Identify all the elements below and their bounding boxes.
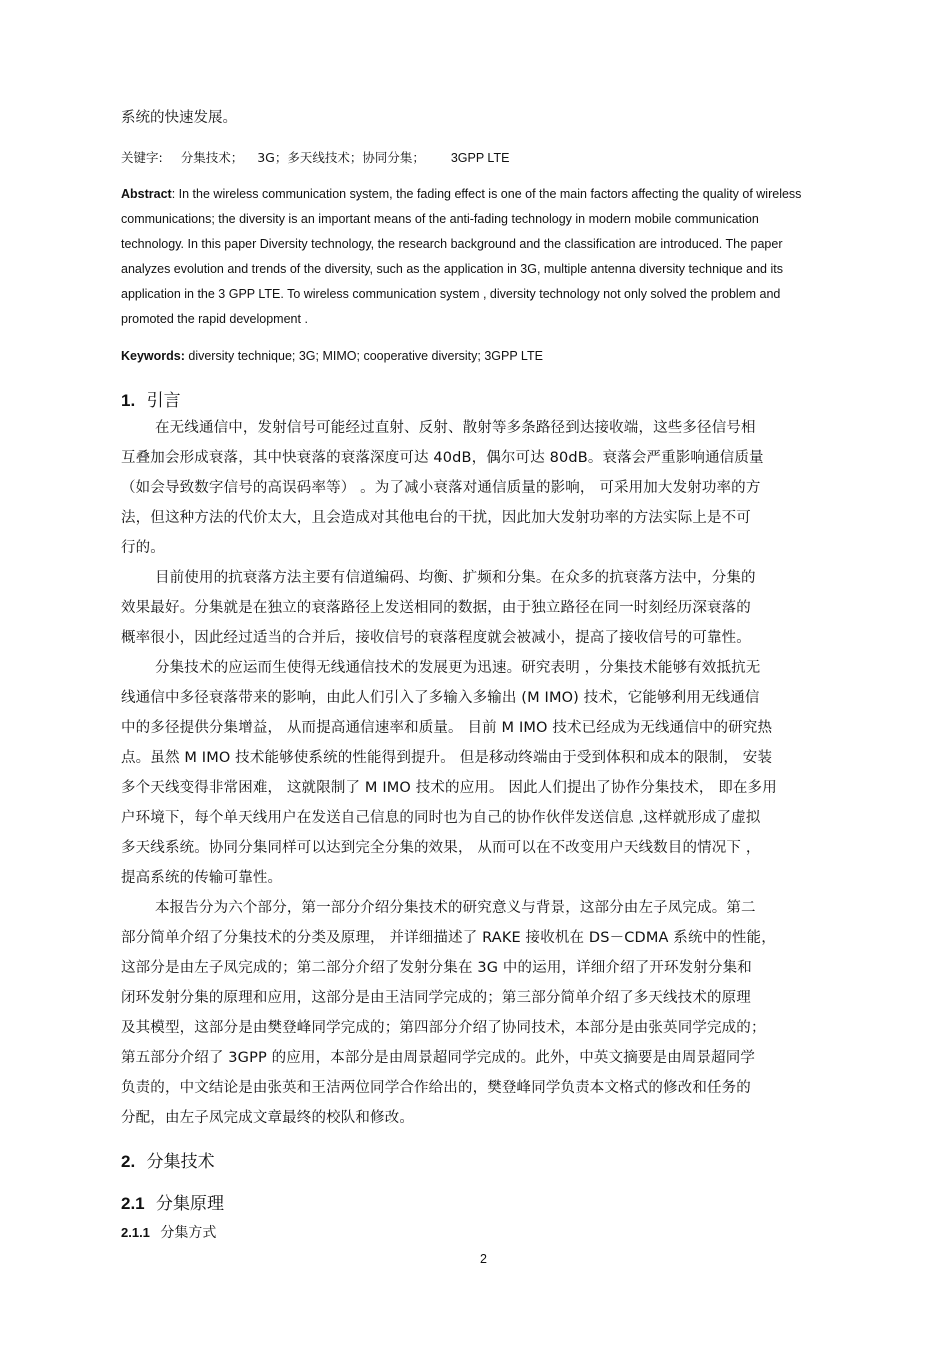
section-heading-2-1-1: 2.1.1 分集方式 <box>121 1225 217 1241</box>
abstract-line-5: application in the 3 GPP LTE. To wireless communication system , diversity technology not only solved the problem and <box>121 287 781 301</box>
abstract-line-1: Abstract: In the wireless communication system, the fading effect is one of the main factors affecting the quality of wireless <box>121 187 802 201</box>
paragraph-line: 本报告分为六个部分，第一部分介绍分集技术的研究意义与背景，这部分由左子凤完成。第二 <box>155 900 756 916</box>
paragraph-line: 部分简单介绍了分集技术的分类及原理， 并详细描述了 RAKE 接收机在 DS－CDMA 系统中的性能， <box>121 930 776 946</box>
paragraph-line: 多天线系统。协同分集同样可以达到完全分集的效果， 从而可以在不改变用户天线数目的情况下 ， <box>121 840 761 856</box>
paragraph-line: 及其模型，这部分是由樊登峰同学完成的；第四部分介绍了协同技术，本部分是由张英同学完成的； <box>121 1020 766 1036</box>
paragraph-line: （如会导致数字信号的高误码率等） 。为了减小衰落对通信质量的影响， 可采用加大发射功率的方 <box>121 480 761 496</box>
continued-text-line: 系统的快速发展。 <box>121 110 237 126</box>
paragraph-line: 目前使用的抗衰落方法主要有信道编码、均衡、扩频和分集。在众多的抗衰落方法中，分集的 <box>155 570 756 586</box>
page-number: 2 <box>480 1252 487 1266</box>
section-heading-1: 1. 引言 <box>121 391 181 411</box>
paragraph-line: 分配，由左子凤完成文章最终的校队和修改。 <box>121 1110 414 1126</box>
abstract-line-3: technology. In this paper Diversity technology, the research background and the classification are introduced. The paper <box>121 237 783 251</box>
abstract-label: Abstract <box>121 187 172 201</box>
paragraph-line: 线通信中多径衰落带来的影响，由此人们引入了多输入多输出 (M IMO) 技术，它能够利用无线通信 <box>121 690 760 706</box>
paragraph-line: 提高系统的传输可靠性。 <box>121 870 283 886</box>
section-heading-2-1: 2.1 分集原理 <box>121 1194 225 1214</box>
paragraph-line: 点。虽然 M IMO 技术能够使系统的性能得到提升。 但是移动终端由于受到体积和成本的限制， 安装 <box>121 750 773 766</box>
keywords-en-label: Keywords: <box>121 349 185 363</box>
paragraph-line: 这部分是由左子凤完成的；第二部分介绍了发射分集在 3G 中的运用，详细介绍了开环发射分集和 <box>121 960 752 976</box>
keywords-en: Keywords: diversity technique; 3G; MIMO; cooperative diversity; 3GPP LTE <box>121 349 543 363</box>
paragraph-line: 概率很小，因此经过适当的合并后，接收信号的衰落程度就会被减小，提高了接收信号的可靠性。 <box>121 630 751 646</box>
paragraph-line: 法，但这种方法的代价太大，且会造成对其他电台的干扰，因此加大发射功率的方法实际上是不可 <box>121 510 751 526</box>
paragraph-line: 户环境下，每个单天线用户在发送自己信息的同时也为自己的协作伙伴发送信息 ,这样就形成了虚拟 <box>121 810 761 826</box>
keywords-cn-item3: 3GPP LTE <box>450 151 510 165</box>
paragraph-line: 多个天线变得非常困难， 这就限制了 M IMO 技术的应用。 因此人们提出了协作分集技术， 即在多用 <box>121 780 777 796</box>
keywords-cn <box>121 148 509 166</box>
abstract-line-4: analyzes evolution and trends of the diversity, such as the application in 3G, multiple antenna diversity technique and its <box>121 262 783 276</box>
paragraph-line: 互叠加会形成衰落，其中快衰落的衰落深度可达 40dB，偶尔可达 80dB。衰落会严重影响通信质量 <box>121 450 764 466</box>
paragraph-line: 效果最好。分集就是在独立的衰落路径上发送相同的数据，由于独立路径在同一时刻经历深衰落的 <box>121 600 751 616</box>
paragraph-line: 分集技术的应运而生使得无线通信技术的发展更为迅速。研究表明 ，分集技术能够有效抵抗无 <box>155 660 761 676</box>
paragraph-line: 闭环发射分集的原理和应用，这部分是由王洁同学完成的；第三部分简单介绍了多天线技术的原理 <box>121 990 751 1006</box>
paragraph-line: 行的。 <box>121 540 165 556</box>
keywords-cn-item1: 分集技术； <box>180 150 244 165</box>
keywords-cn-item2: 3G；多天线技术；协同分集； <box>257 150 425 165</box>
abstract-line-2: communications; the diversity is an important means of the anti-fading technology in modern mobile communication <box>121 212 759 226</box>
paragraph-line: 在无线通信中，发射信号可能经过直射、反射、散射等多条路径到达接收端，这些多径信号相 <box>155 420 756 436</box>
abstract-line-6: promoted the rapid development . <box>121 312 308 326</box>
section-heading-2: 2. 分集技术 <box>121 1152 215 1172</box>
paragraph-line: 负责的，中文结论是由张英和王洁两位同学合作给出的，樊登峰同学负责本文格式的修改和任务的 <box>121 1080 751 1096</box>
paragraph-line: 第五部分介绍了 3GPP 的应用，本部分是由周景超同学完成的。此外，中英文摘要是由周景超同学 <box>121 1050 756 1066</box>
keywords-cn-label: 关键字: <box>121 150 163 165</box>
paragraph-line: 中的多径提供分集增益， 从而提高通信速率和质量。 目前 M IMO 技术已经成为无线通信中的研究热 <box>121 720 773 736</box>
